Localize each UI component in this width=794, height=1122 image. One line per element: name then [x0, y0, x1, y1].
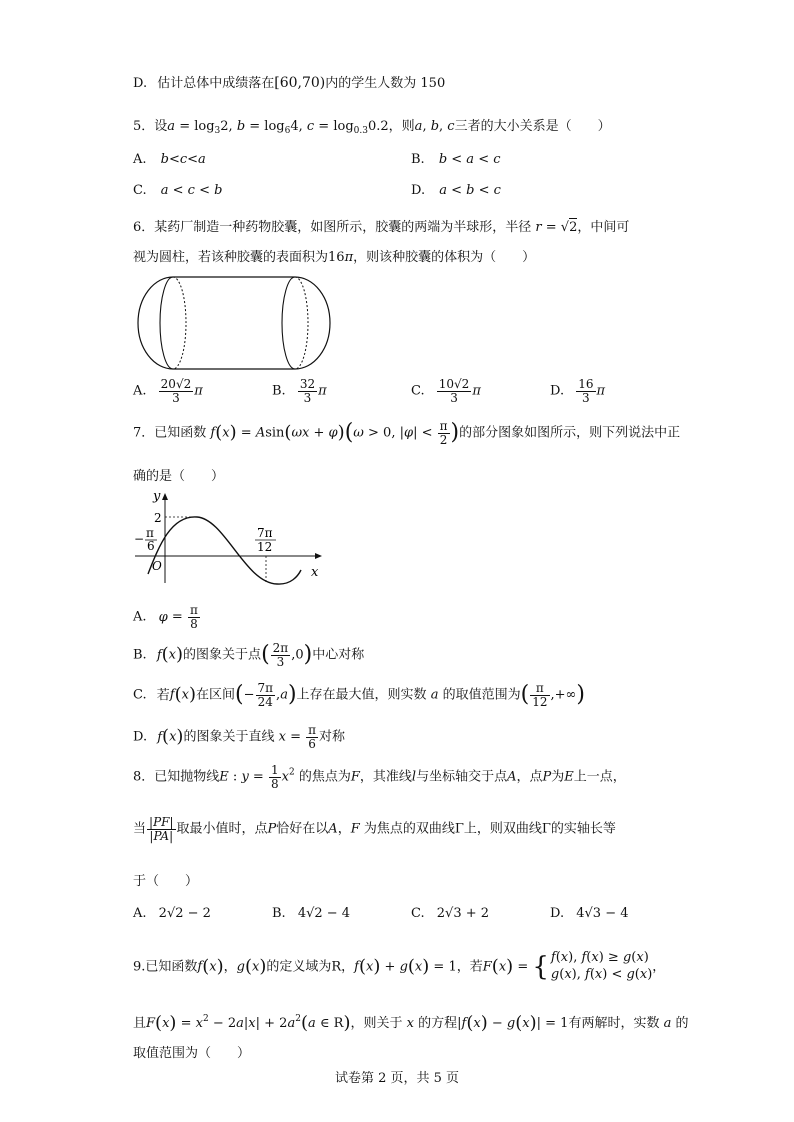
question-8-line-1: 8．已知抛物线E : y = $\frac{1}{8}$ $x^2$ 的焦点为F，其准线l与坐标轴交于点A，点P为E上一点，	[133, 763, 626, 791]
q5-option-c: C. a < c < b	[133, 183, 223, 198]
x-axis-label: x	[311, 565, 319, 580]
question-9-line-3: 取值范围为（ ）	[133, 1046, 251, 1061]
right-ellipse-front	[282, 277, 295, 369]
q6-option-d: D. $\frac{16}{3}$ π	[550, 377, 606, 405]
q8-option-d: D. 4√3 − 4	[550, 906, 629, 921]
y-axis-label: y	[153, 489, 161, 504]
interval: [60,70)	[274, 75, 326, 91]
prev-option-d: D. 估计总体中成绩落在[60,70)内的学生人数为 150	[133, 75, 446, 91]
neg-tick-num: π	[146, 526, 154, 540]
pos-tick-den: 12	[257, 540, 273, 554]
question-7-line-2: 确的是（ ）	[133, 469, 225, 484]
x-axis-arrow	[315, 553, 322, 559]
q6-option-c: C. $\frac{10√2}{3}$ π	[411, 377, 481, 405]
pos-tick-num: 7π	[257, 526, 273, 540]
origin-label: O	[152, 559, 162, 573]
neg-tick-minus: −	[134, 532, 145, 546]
sine-graph	[133, 488, 328, 588]
question-9-line-2: 且$F(x) = x^2 - 2a|x| + 2a^2(a$ ∈ R)，则关于 x 的方程|f(x) − g(x)| = 1有两解时，实数 a 的	[133, 1012, 689, 1034]
q5-option-a: A. b<c<a	[133, 152, 206, 167]
q8-option-c: C. 2√3 + 2	[411, 906, 490, 921]
left-ellipse-back	[173, 277, 186, 369]
question-6-line-2: 视为圆柱，若该种胶囊的表面积为16π，则该种胶囊的体积为（ ）	[133, 250, 536, 265]
q7-option-b: B. f(x)的图象关于点( $\frac{2\pi}{3}$ ,0)中心对称	[133, 641, 365, 669]
max-label: 2	[154, 511, 162, 525]
neg-tick-den: 6	[147, 539, 155, 553]
y-axis-arrow	[162, 493, 168, 500]
q5-option-b: B. b < a < c	[411, 152, 501, 167]
question-7-line-1: 7．已知函数 f(x) = Asin(ωx + φ)(ω > 0, |φ| < $\frac{\pi}{2}$ )的部分图象如图所示，则下列说法中正	[133, 419, 681, 447]
capsule-outline	[138, 277, 330, 369]
question-8-line-2: 当 $\frac{|PF|}{|PA|}$ 取最小值时，点P恰好在以A，F 为焦点的双曲线Γ上，则双曲线Γ的实轴长等	[133, 815, 616, 843]
sine-curve	[148, 517, 301, 584]
question-9-line-1: 9.已知函数f(x)，g(x)的定义域为R，f(x) + g(x) = 1，若F(x) = { f(x), f(x) ≥ g(x) g(x), f(x) < g(x) ，	[133, 950, 666, 982]
left-ellipse-front	[160, 277, 173, 369]
q7-option-d: D. f(x)的图象关于直线 x = $\frac{\pi}{6}$ 对称	[133, 723, 346, 751]
capsule-figure	[133, 272, 339, 374]
question-5-stem: 5．设$a = \log_32$, $b = \log_64$, $c = \log_{0.3}0.2$，则a, b, c三者的大小关系是（ ）	[133, 119, 611, 136]
q8-option-a: A. 2√2 − 2	[133, 906, 211, 921]
q7-option-a: A. φ = $\frac{\pi}{8}$	[133, 603, 198, 631]
q8-option-b: B. 4√2 − 4	[272, 906, 351, 921]
page-footer: 试卷第 2 页，共 5 页	[334, 1071, 460, 1086]
q6-option-b: B. $\frac{32}{3}$ π	[272, 377, 327, 405]
option-label: D.	[133, 76, 148, 91]
q6-option-a: A. $\frac{20√2}{3}$ π	[133, 377, 203, 405]
question-6-line-1: 6．某药厂制造一种药物胶囊，如图所示，胶囊的两端为半球形，半径 r = √2，中间可	[133, 220, 630, 235]
question-8-line-3: 于（ ）	[133, 874, 199, 889]
right-ellipse-back	[295, 277, 308, 369]
q5-option-d: D. a < b < c	[411, 183, 501, 198]
q7-option-c: C. 若f(x)在区间(− $\frac{7\pi}{24}$ ,a)上存在最大值，则实数 a 的取值范围为( $\frac{\pi}{12}$ ,+∞)	[133, 681, 585, 709]
